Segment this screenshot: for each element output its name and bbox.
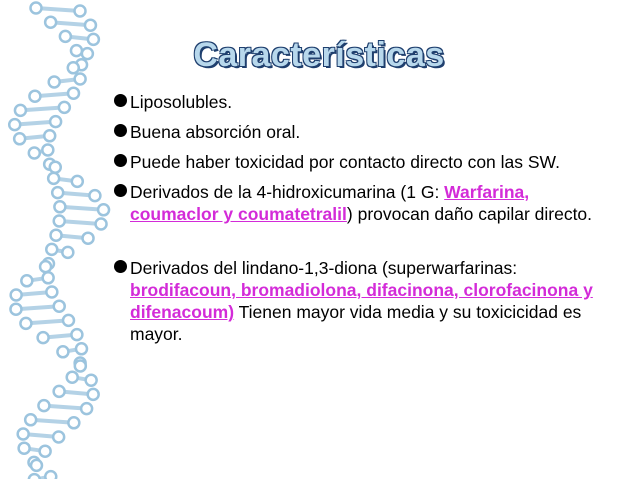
dna-node: [57, 346, 68, 357]
dna-node: [9, 119, 20, 130]
list-item: [114, 257, 604, 345]
dna-node: [38, 400, 49, 411]
dna-node: [46, 244, 57, 255]
dna-node: [15, 105, 26, 116]
dna-node: [43, 272, 54, 283]
dna-node: [86, 375, 97, 386]
dna-node: [31, 460, 42, 471]
bullet-dot-icon: [114, 184, 127, 197]
dna-node: [21, 275, 32, 286]
dna-node: [67, 372, 78, 383]
dna-node: [40, 261, 51, 272]
dna-node: [50, 116, 61, 127]
dna-node: [75, 74, 86, 85]
bullet-dot-icon: [114, 260, 127, 273]
bullet-dot-icon: [114, 154, 127, 167]
list-item: [114, 181, 604, 225]
dna-node: [88, 389, 99, 400]
dna-node: [18, 429, 29, 440]
list-item: [114, 151, 604, 173]
item-text-post: ) provocan daño capilar directo.: [346, 204, 593, 224]
item-text-pre: Derivados de la 4-hidroxicumarina (1 G:: [130, 182, 445, 202]
dna-node: [51, 230, 62, 241]
item-text-pre: Derivados del lindano-1,3-diona (superwarfarinas:: [130, 258, 518, 278]
dna-node: [42, 145, 53, 156]
dna-node: [29, 148, 40, 159]
dna-node: [96, 219, 107, 230]
warfarina-link[interactable]: Warfarina, coumaclor y coumatetralil: [130, 182, 530, 224]
dna-node: [59, 102, 70, 113]
dna-node: [54, 386, 65, 397]
dna-node: [11, 290, 22, 301]
bullet-dot-icon: [114, 124, 127, 137]
superwarfarinas-link[interactable]: brodifacoun, bromadiolona, difacinona, clorofacinona y difenacoum): [130, 280, 593, 322]
item-text: Puede haber toxicidad por contacto directo con las SW.: [130, 152, 560, 172]
slide-title: Características: [193, 36, 445, 74]
dna-node: [14, 133, 25, 144]
dna-node: [45, 471, 56, 479]
dna-node: [54, 301, 65, 312]
dna-node: [68, 417, 79, 428]
dna-node: [75, 6, 86, 17]
dna-node: [45, 17, 56, 28]
list-item: [114, 121, 604, 143]
dna-node: [98, 204, 109, 215]
dna-node: [49, 77, 60, 88]
dna-node: [63, 315, 74, 326]
dna-node: [38, 332, 49, 343]
dna-node: [25, 414, 36, 425]
dna-node: [85, 20, 96, 31]
dna-node: [62, 247, 73, 258]
dna-node: [68, 88, 79, 99]
dna-node: [54, 216, 65, 227]
dna-node: [71, 329, 82, 340]
list-item: [114, 91, 604, 113]
item-text: Buena absorción oral.: [130, 122, 301, 142]
bullet-list: [114, 91, 604, 345]
dna-node: [29, 91, 40, 102]
dna-node: [53, 432, 64, 443]
dna-node: [46, 287, 57, 298]
bullet-dot-icon: [114, 94, 127, 107]
item-text: Liposolubles.: [130, 92, 233, 112]
dna-node: [54, 201, 65, 212]
dna-node: [29, 474, 40, 479]
dna-node: [10, 304, 21, 315]
dna-node: [52, 187, 63, 198]
dna-node: [81, 403, 92, 414]
item-text-post: Tienen mayor vida media y su toxicicidad es mayor.: [130, 302, 582, 344]
dna-node: [76, 343, 87, 354]
dna-node: [89, 190, 100, 201]
dna-node: [31, 3, 42, 14]
dna-node: [19, 443, 30, 454]
dna-node: [72, 176, 83, 187]
dna-node: [40, 446, 51, 457]
dna-node: [50, 162, 61, 173]
dna-node: [20, 318, 31, 329]
dna-node: [44, 130, 55, 141]
dna-node: [48, 173, 59, 184]
dna-node: [75, 361, 86, 372]
dna-node: [83, 233, 94, 244]
